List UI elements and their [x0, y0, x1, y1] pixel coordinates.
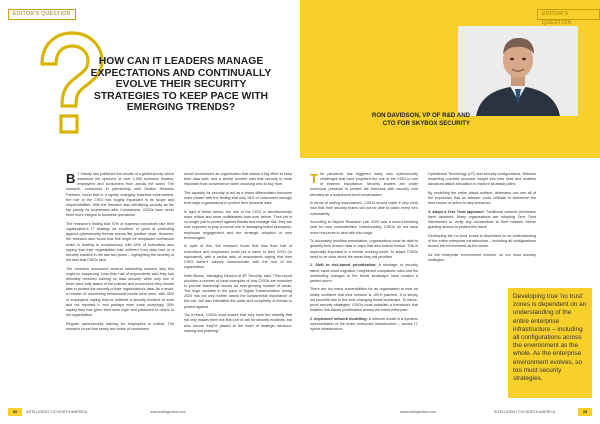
- left-body-columns: [66, 172, 292, 408]
- footer-url-left[interactable]: www.intelligentcio.com: [150, 410, 187, 414]
- paragraph: In light of these trends, the role of the CISO is simultaneously more critical and more multifaceted than ever before. Their job is no longer just to protect against threats and manage risk; they are now expected to play a crucial role in managing brand perception, employee engagement and the strategic adoption of new technologies.: [184, 209, 292, 240]
- author-photo: [458, 26, 578, 116]
- paragraph: There are too many vulnerabilities for an organisation to ever be totally confident that their network is 100% patched. It is simply not possible due to the ever-changing threat landscape. To future-proof security strategies, CISOs must establish a framework that enables risk-based prioritisation across the entire enterprise.: [310, 287, 418, 313]
- paragraph: In spite of this, the research found that less than half of executives and employees could put a name to their CISO (or equivalent), with a similar ratio of respondents saying that their CISO doesn't actively communicate with the rest of the organisation.: [184, 244, 292, 269]
- section-tag-left: EDITOR'S QUESTION: [8, 9, 76, 20]
- paragraph: The research's finding that 70% of business executives rate their organisation's IT strategy as excellent or good at protecting against cybersecurity threats seems like positive news. However, the research also found that this might be misplaced confidence which is leading to complacency, with 64% of executives also saying that their organisation had suffered from data loss or a security incident in the last two years – highlighting the severity of the task that CISOs face.: [66, 221, 174, 262]
- body-column-c: [310, 172, 418, 336]
- paragraph: The capacity for security to act as a brand differentiator becomes even clearer with the finding that only 18% of consumers strongly trust large organisations to protect their personal data.: [184, 190, 292, 206]
- footer-url-right[interactable]: www.intelligentcio.com: [400, 410, 437, 414]
- paragraph: he pandemic has triggered many new cybersecurity challenges that have propelled the role of the CISO to one of extreme importance. Security leaders are under enormous pressure to protect the business with security now elevated as a boardroom-level conversation.: [310, 172, 418, 197]
- paragraph: "As a result, CISOs must ensure that they have the visibility that not only makes them the first port of call for security incidents, but also ensure they're placed at the heart of strategic decision-making and planning.": [184, 313, 292, 333]
- paragraph: In terms of setting expectations, CISOs should make it very clear now that their security teams will not be able to patch every new vulnerability.: [310, 201, 418, 216]
- paragraph: According to Skybox Research Lab, 2020 was a record-breaking year for new vulnerabilities. Unfortunately, CISOs do not have more resources to deal with this surge.: [310, 220, 418, 235]
- paragraph: As the enterprise environment evolves, so too must security strategies.: [428, 253, 536, 263]
- point-heading: 1. Shift to risk-based prioritisation:: [310, 263, 377, 268]
- paragraph: By modelling the entire attack surface, defenders can see all of the exposures that an attacker could infiltrate to determine the best course of action to stop breaches.: [428, 190, 536, 206]
- author-name-line: RON DAVIDSON, VP OF R&D AND: [371, 112, 470, 119]
- paragraph: T Intruity has published the results of a global survey which assessed the opinions of over 2,000 business leaders, employees and consumers from across the world. The research, conducted in partnership with Deakin Hickman Partners, found that in a rapidly changing business environment, the role of the CISO has hugely expanded in its scope and responsibilities. With the research also identifying security as the top priority for businesses after Coronavirus, CISOs have never been more integral to business operations.: [66, 172, 174, 218]
- dropcap-b: B: [66, 171, 76, 186]
- paragraph: To accurately prioritise remediation, organisations must be able to quantify their breach risks in ways that also reduce friction. This is especially important in a remote working world. To adapt, CISOs need to be clear about the areas they will prioritise.: [310, 239, 418, 259]
- footer-publication-right: INTELLIGENT CIO NORTH AMERICA: [494, 410, 556, 414]
- pull-quote: Developing true 'no trust' zones is dependent on an understanding of the entire enterprise infrastructure – including all configurations across the environment as the whole. As the enterprise environment evolves, so too must security strategies.: [508, 288, 592, 398]
- paragraph: would recommend an organisation that makes a big effort to keep their data safe, and a similar number said that security is more important than convenience when choosing who to buy from.: [184, 172, 292, 187]
- page-number-left: 32: [8, 408, 22, 416]
- paragraph: A network model is a dynamic representation of the entire enterprise infrastructure – across IT, hybrid infrastructure,: [310, 316, 418, 332]
- dropcap-t: T: [310, 171, 318, 186]
- paragraph: Developing the 'no trust' zones is dependent on an understanding of the entire enterprise infrastructure – including all configurations across the environment as the whole.: [428, 234, 536, 249]
- page-number-right: 33: [578, 408, 592, 416]
- article-headline: HOW CAN IT LEADERS MANAGE EXPECTATIONS AND CONTINUALLY EVOLVE THEIR SECURITY STRATEGIES TO KEEP PACE WITH EMERGING TRENDS?: [90, 56, 272, 114]
- footer-publication-left: INTELLIGENT CIO NORTH AMERICA: [26, 410, 88, 414]
- paragraph: Regular cybersecurity training for employees is critical. The research found that nearly two-thirds of consumers: [66, 321, 174, 331]
- paragraph: A shortage of security talent, rapid cloud migration, heightened compliance rules and the unrelenting changes to the threat landscape have created a perfect storm.: [310, 263, 418, 283]
- paragraph: Operational Technology (OT) and security configurations. Network modelling provides accurate insight into new risks and enables advanced attack simulation to explore all attack paths.: [428, 172, 536, 187]
- section-tag-right: EDITOR'S QUESTION: [537, 9, 600, 20]
- body-column-d: [428, 172, 536, 267]
- body-column-b: [184, 172, 292, 337]
- paragraph: The research uncovered several interesting reasons why this might be happening. Less than half of respondents said they had definitely received training on data security, while only one in three were fully aware of the policies and procedures they should take to protect the security of their organisation's data. As a result, a number of concerning behavioural trends were seen, with 45% of employees saying they've suffered a security incident at work and not reported it, and perhaps even more worryingly, 35% saying they had given their work login and password to others in the organisation.: [66, 266, 174, 318]
- author-byline: [350, 112, 470, 128]
- point-heading: 2. Implement network modelling:: [310, 316, 368, 321]
- point-heading: 3. Adopt a Zero Trust approach:: [428, 209, 485, 214]
- paragraph: Keith Brown, Managing Director of BT Security, said: "This report provides a number of clear examples of how CISOs are expected to provide leadership across an ever-growing number of areas. The huge increase in the pace of Digital Transformation during 2020 has not only further raised the fundamental importance of the role, but also intensified the scale and complexity of threats to protect against.: [184, 273, 292, 309]
- paragraph: Traditional network perimeters have vanished. Many organisations are adopting Zero Trust frameworks to verify any connections to their network before granting access to protect this issue.: [428, 209, 536, 230]
- body-column-a: [66, 172, 174, 336]
- author-title-line: CTO FOR SKYBOX SECURITY: [382, 120, 470, 127]
